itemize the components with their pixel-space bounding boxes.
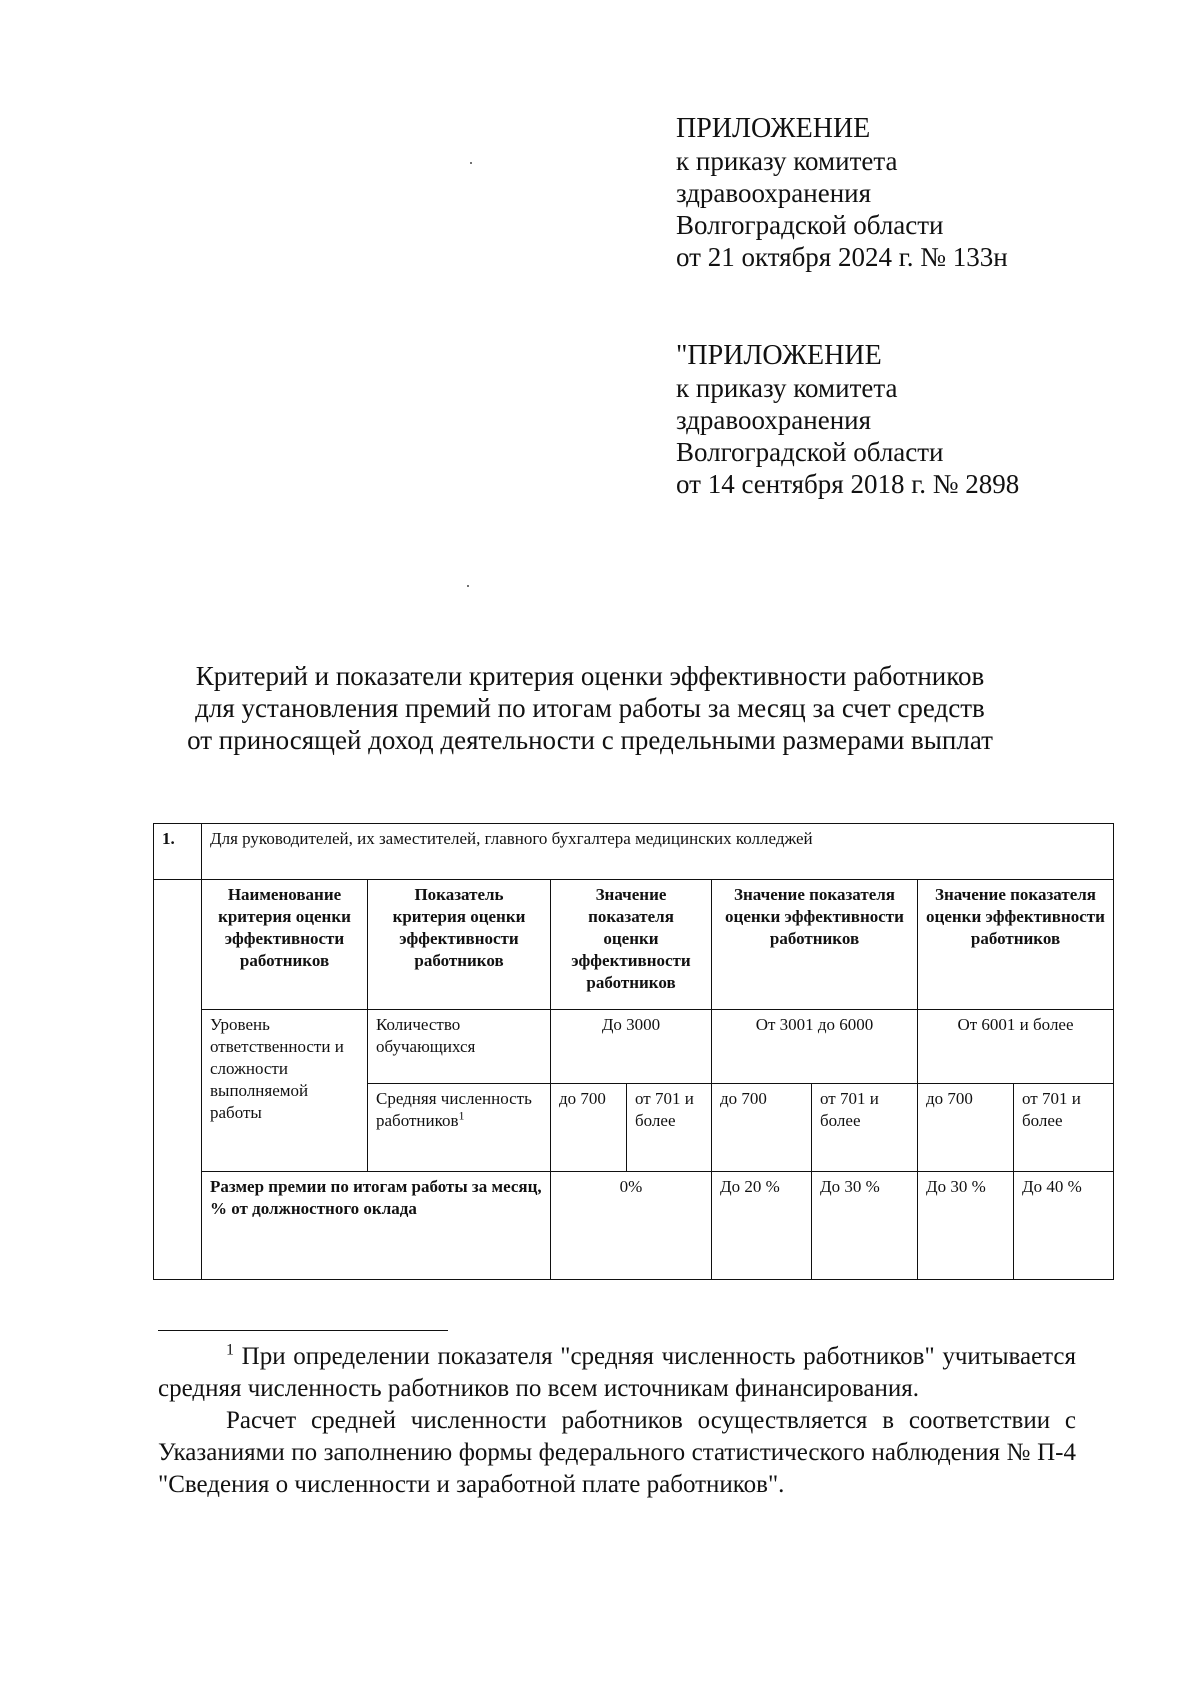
appendix-line: здравоохранения [676, 405, 872, 435]
indicator-staff [368, 1084, 551, 1172]
bonus-row [154, 1172, 1114, 1280]
footnote-mark: 1 [458, 1108, 465, 1123]
footnote-2: Расчет средней численности работников осуществляется в соответствии с Указаниями по заполнению формы федерального статистического наблюдения № П-4 "Сведения о численности и заработной плате работников". [158, 1407, 1076, 1498]
section-title: Для руководителей, их заместителей, главного бухгалтера медицинских колледжей [202, 824, 1114, 880]
header-row [154, 880, 1114, 1010]
appendix-heading: "ПРИЛОЖЕНИЕ [676, 340, 882, 371]
indicator-staff-text: Средняя численность работников [376, 1089, 532, 1130]
document-title [140, 660, 1040, 756]
appendix-line: Волгоградской области [676, 437, 944, 467]
footnote-mark: 1 [226, 1341, 234, 1359]
criterion-name: Уровень ответственности и сложности выполняемой работы [202, 1010, 368, 1172]
footnotes [158, 1341, 1076, 1501]
staff-range-2: от 701 и более [627, 1084, 712, 1172]
title-line: от приносящей доход деятельности с предельными размерами выплат [187, 725, 993, 755]
section-number-spacer [154, 880, 202, 1280]
students-range-3: От 6001 и более [918, 1010, 1114, 1084]
staff-range-1: до 700 [551, 1084, 627, 1172]
bonus-value-5: До 40 % [1014, 1172, 1114, 1280]
header-criterion: Наименование критерия оценки эффективности работников [202, 880, 368, 1010]
criteria-table [153, 823, 1114, 1280]
appendix-heading: ПРИЛОЖЕНИЕ [676, 113, 871, 144]
staff-range-6: от 701 и более [1014, 1084, 1114, 1172]
footnote-text: При определении показателя "средняя численность работников" учитывается средняя численность работников по всем источникам финансирования. [158, 1343, 1077, 1402]
header-value-2: Значение показателя оценки эффективности работников [712, 880, 918, 1010]
bonus-label: Размер премии по итогам работы за месяц, % от должностного оклада [202, 1172, 551, 1280]
appendix-order-date: от 14 сентября 2018 г. № 2898 [676, 469, 1020, 499]
bonus-value-1: 0% [551, 1172, 712, 1280]
staff-range-4: от 701 и более [812, 1084, 918, 1172]
scan-speck [467, 585, 469, 587]
header-value-1: Значение показателя оценки эффективности работников [551, 880, 712, 1010]
bonus-value-3: До 30 % [812, 1172, 918, 1280]
appendix-line: Волгоградской области [676, 210, 944, 240]
indicator-students: Количество обучающихся [368, 1010, 551, 1084]
bonus-value-2: До 20 % [712, 1172, 812, 1280]
staff-range-5: до 700 [918, 1084, 1014, 1172]
staff-range-3: до 700 [712, 1084, 812, 1172]
appendix-header-original [676, 340, 1019, 500]
scan-speck [470, 162, 472, 164]
header-indicator: Показатель критерия оценки эффективности работников [368, 880, 551, 1010]
title-line: Критерий и показатели критерия оценки эффективности работников [195, 661, 985, 691]
appendix-line: здравоохранения [676, 178, 872, 208]
header-value-3: Значение показателя оценки эффективности работников [918, 880, 1114, 1010]
bonus-value-4: До 30 % [918, 1172, 1014, 1280]
footnote-1 [158, 1341, 1076, 1405]
appendix-order-date: от 21 октября 2024 г. № 133н [676, 242, 1008, 272]
section-row [154, 824, 1114, 880]
title-line: для установления премий по итогам работы за месяц за счет средств [195, 693, 985, 723]
students-row [154, 1010, 1114, 1084]
appendix-line: к приказу комитета [676, 146, 898, 176]
footnote-divider [158, 1330, 448, 1331]
section-number: 1. [154, 824, 202, 880]
students-range-2: От 3001 до 6000 [712, 1010, 918, 1084]
appendix-header-current [676, 113, 1008, 273]
appendix-line: к приказу комитета [676, 373, 898, 403]
students-range-1: До 3000 [551, 1010, 712, 1084]
